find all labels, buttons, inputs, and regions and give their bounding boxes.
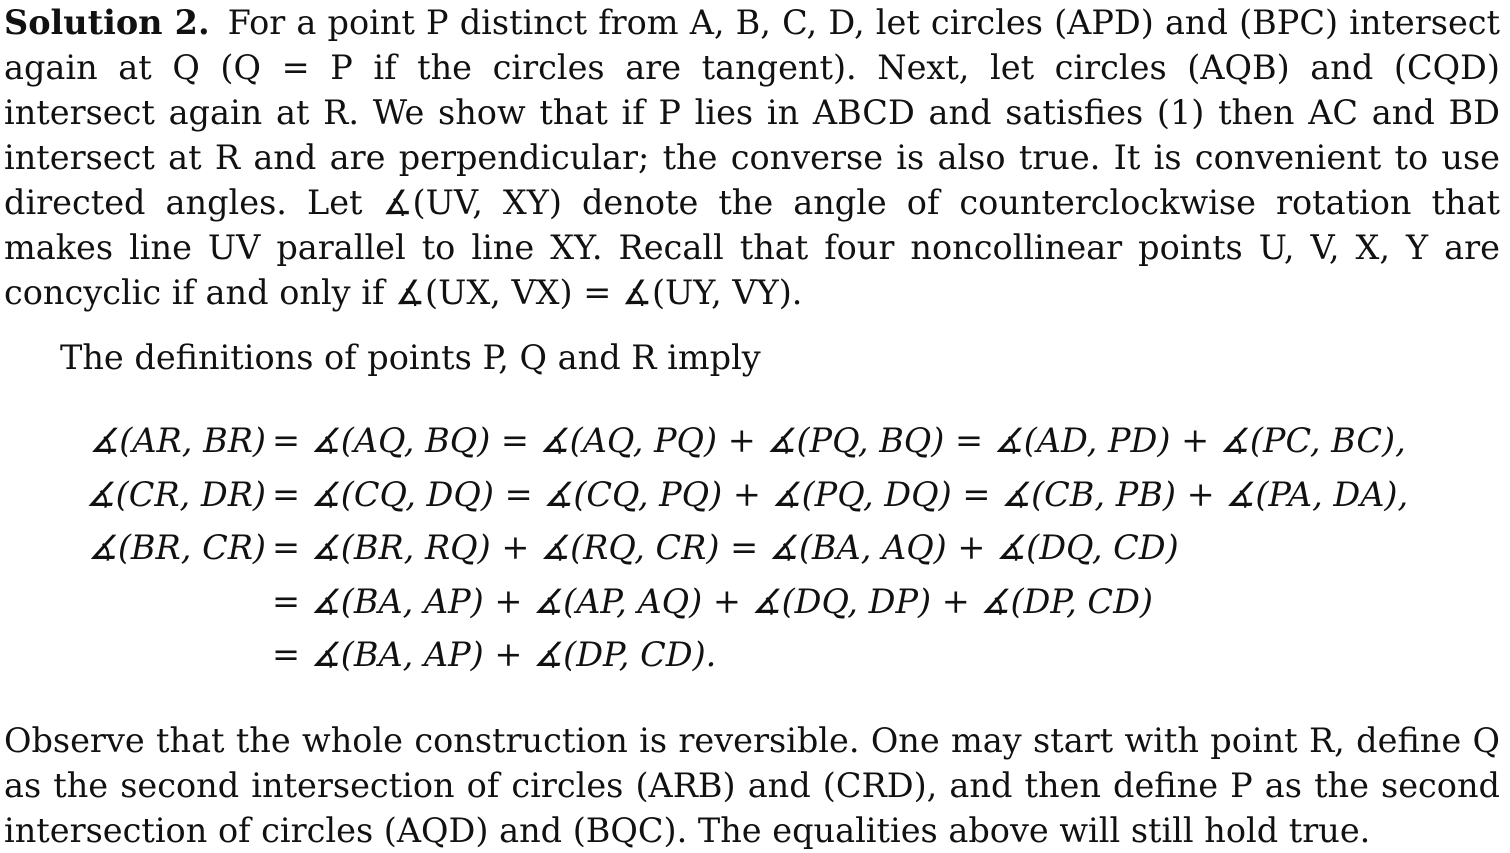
equation-row <box>4 628 1502 682</box>
equation-rhs: = ∡(BR, RQ) + ∡(RQ, CR) = ∡(BA, AQ) + ∡(DQ, CD) <box>272 528 1179 567</box>
paragraph-definitions: The definitions of points P, Q and R imply <box>60 338 761 377</box>
equation-lhs <box>4 628 266 682</box>
solution-heading: Solution 2. <box>4 3 210 42</box>
equation-row <box>4 521 1502 575</box>
equation-lhs <box>4 575 266 629</box>
solution-intro-text: For a point P distinct from A, B, C, D, let circles (APD) and (BPC) intersect again at Q (Q = P if the circles are tangent). Next, let circles (AQB) and (CQD) intersect again at R. We show that if P lies in ABCD and satisfies (1) then AC and BD intersect at R and are perpendicular; the converse is also true. It is convenient to use directed angles. Let ∡(UV, XY) denote the angle of counterclockwise rotation that makes line UV parallel to line XY. Recall that four noncollinear points U, V, X, Y are concyclic if and only if ∡(UX, VX) = ∡(UY, VY). <box>4 3 1500 312</box>
equation-rhs: = ∡(AQ, BQ) = ∡(AQ, PQ) + ∡(PQ, BQ) = ∡(AD, PD) + ∡(PC, BC), <box>272 421 1406 460</box>
document-page <box>4 0 1502 849</box>
equation-rhs: = ∡(CQ, DQ) = ∡(CQ, PQ) + ∡(PQ, DQ) = ∡(CB, PB) + ∡(PA, DA), <box>272 474 1409 514</box>
equation-row <box>4 575 1502 629</box>
equation-rhs: = ∡(BA, AP) + ∡(DP, CD). <box>272 635 717 674</box>
equation-row <box>4 414 1502 468</box>
equation-rhs: = ∡(BA, AP) + ∡(AP, AQ) + ∡(DQ, DP) + ∡(DP, CD) <box>272 581 1153 621</box>
equation-row <box>4 468 1502 522</box>
equation-lhs: ∡(BR, CR) <box>87 528 266 567</box>
paragraph-reversibility: Observe that the whole construction is reversible. One may start with point R, define Q as the second intersection of circles (ARB) and (CRD), and then define P as the second intersection of circles (AQD) and (BQC). The equalities above will still hold true. <box>4 721 1500 850</box>
equation-block <box>4 414 1502 682</box>
paragraph-solution-intro <box>4 0 1500 315</box>
equation-lhs: ∡(AR, BR) <box>89 421 266 460</box>
equation-lhs: ∡(CR, DR) <box>85 474 266 514</box>
